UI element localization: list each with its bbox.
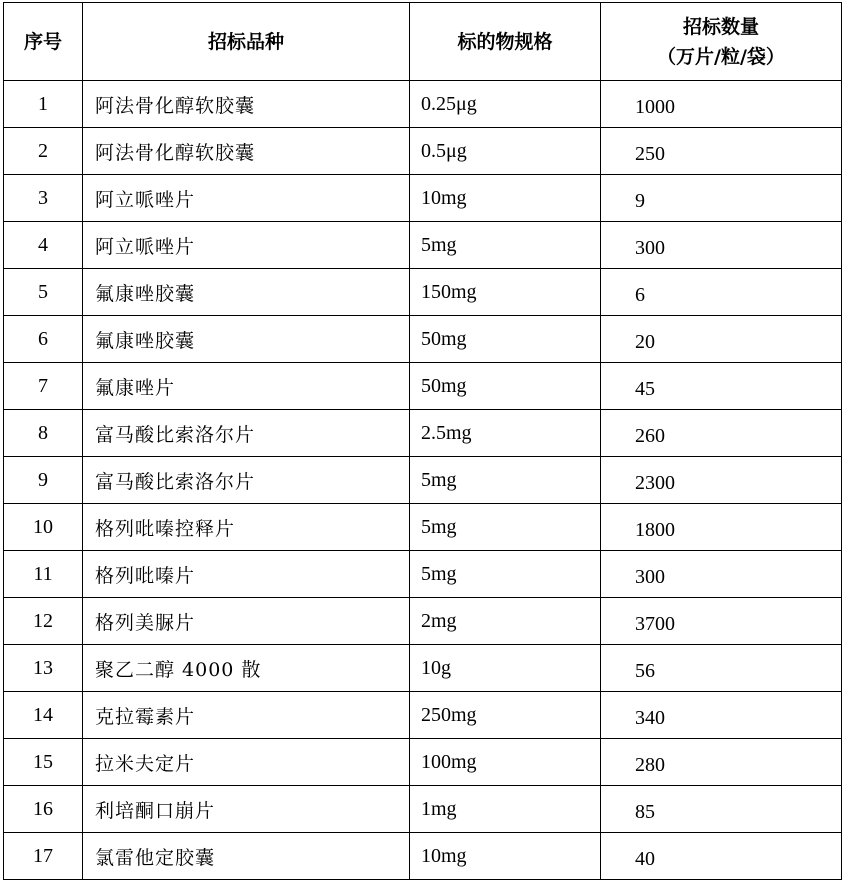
- row-spec-cell: 150mg: [410, 269, 601, 316]
- table-row: [4, 786, 842, 833]
- header-qty-title: 招标数量: [682, 15, 759, 38]
- table-row: [4, 739, 842, 786]
- row-name-cell: 阿立哌唑片: [83, 222, 410, 269]
- table-row: [4, 410, 842, 457]
- row-seq-cell: 15: [4, 739, 83, 786]
- row-name-cell: 格列美脲片: [83, 598, 410, 645]
- header-qty: [601, 3, 842, 81]
- row-seq-cell: 7: [4, 363, 83, 410]
- table-row: [4, 81, 842, 128]
- table-header-row: [4, 3, 842, 81]
- table-row: [4, 363, 842, 410]
- row-name-cell: 拉米夫定片: [83, 739, 410, 786]
- row-seq-cell: 9: [4, 457, 83, 504]
- row-spec-cell: 5mg: [410, 504, 601, 551]
- row-spec-cell: 0.5μg: [410, 128, 601, 175]
- table-body: [4, 81, 842, 880]
- row-seq-cell: 1: [4, 81, 83, 128]
- row-qty-cell: 2300: [601, 457, 842, 504]
- header-seq: 序号: [4, 3, 83, 81]
- table-row: [4, 175, 842, 222]
- row-name-cell: 阿法骨化醇软胶囊: [83, 128, 410, 175]
- row-spec-cell: 50mg: [410, 316, 601, 363]
- row-seq-cell: 10: [4, 504, 83, 551]
- table-row: [4, 222, 842, 269]
- row-spec-cell: 10mg: [410, 175, 601, 222]
- row-spec-cell: 1mg: [410, 786, 601, 833]
- table-row: [4, 457, 842, 504]
- table-row: [4, 598, 842, 645]
- row-qty-cell: 56: [601, 645, 842, 692]
- table-row: [4, 645, 842, 692]
- row-qty-cell: 9: [601, 175, 842, 222]
- row-seq-cell: 5: [4, 269, 83, 316]
- row-spec-cell: 2mg: [410, 598, 601, 645]
- row-name-cell: 氟康唑胶囊: [83, 316, 410, 363]
- row-seq-cell: 14: [4, 692, 83, 739]
- row-spec-cell: 250mg: [410, 692, 601, 739]
- header-spec: 标的物规格: [410, 3, 601, 81]
- row-qty-cell: 300: [601, 222, 842, 269]
- row-name-cell: 富马酸比索洛尔片: [83, 410, 410, 457]
- row-spec-cell: 5mg: [410, 222, 601, 269]
- table-row: [4, 833, 842, 880]
- row-name-cell: 格列吡嗪控释片: [83, 504, 410, 551]
- row-spec-cell: 5mg: [410, 551, 601, 598]
- row-qty-cell: 250: [601, 128, 842, 175]
- row-name-cell: 氯雷他定胶囊: [83, 833, 410, 880]
- table-row: [4, 692, 842, 739]
- table-row: [4, 551, 842, 598]
- row-name-cell: 氟康唑片: [83, 363, 410, 410]
- row-seq-cell: 6: [4, 316, 83, 363]
- table-row: [4, 504, 842, 551]
- row-qty-cell: 85: [601, 786, 842, 833]
- row-seq-cell: 3: [4, 175, 83, 222]
- row-qty-cell: 300: [601, 551, 842, 598]
- row-qty-cell: 340: [601, 692, 842, 739]
- row-name-cell: 阿法骨化醇软胶囊: [83, 81, 410, 128]
- header-qty-unit: （万片/粒/袋）: [657, 45, 785, 68]
- row-spec-cell: 2.5mg: [410, 410, 601, 457]
- row-spec-cell: 0.25μg: [410, 81, 601, 128]
- row-name-cell: 克拉霉素片: [83, 692, 410, 739]
- row-qty-cell: 1800: [601, 504, 842, 551]
- row-seq-cell: 4: [4, 222, 83, 269]
- table-row: [4, 269, 842, 316]
- row-qty-cell: 280: [601, 739, 842, 786]
- row-qty-cell: 20: [601, 316, 842, 363]
- row-spec-cell: 10g: [410, 645, 601, 692]
- row-qty-cell: 6: [601, 269, 842, 316]
- row-spec-cell: 100mg: [410, 739, 601, 786]
- bid-items-table: [3, 2, 842, 880]
- row-name-cell: 利培酮口崩片: [83, 786, 410, 833]
- row-qty-cell: 260: [601, 410, 842, 457]
- row-qty-cell: 1000: [601, 81, 842, 128]
- row-name-cell: 富马酸比索洛尔片: [83, 457, 410, 504]
- row-qty-cell: 40: [601, 833, 842, 880]
- row-name-cell: 格列吡嗪片: [83, 551, 410, 598]
- table-row: [4, 316, 842, 363]
- row-seq-cell: 16: [4, 786, 83, 833]
- row-name-cell: 阿立哌唑片: [83, 175, 410, 222]
- row-name-cell: 聚乙二醇 4000 散: [83, 645, 410, 692]
- row-spec-cell: 5mg: [410, 457, 601, 504]
- row-qty-cell: 45: [601, 363, 842, 410]
- table-row: [4, 128, 842, 175]
- row-seq-cell: 12: [4, 598, 83, 645]
- row-seq-cell: 11: [4, 551, 83, 598]
- row-name-cell: 氟康唑胶囊: [83, 269, 410, 316]
- header-name: 招标品种: [83, 3, 410, 81]
- row-spec-cell: 50mg: [410, 363, 601, 410]
- row-seq-cell: 13: [4, 645, 83, 692]
- row-spec-cell: 10mg: [410, 833, 601, 880]
- row-seq-cell: 2: [4, 128, 83, 175]
- row-seq-cell: 8: [4, 410, 83, 457]
- row-seq-cell: 17: [4, 833, 83, 880]
- row-qty-cell: 3700: [601, 598, 842, 645]
